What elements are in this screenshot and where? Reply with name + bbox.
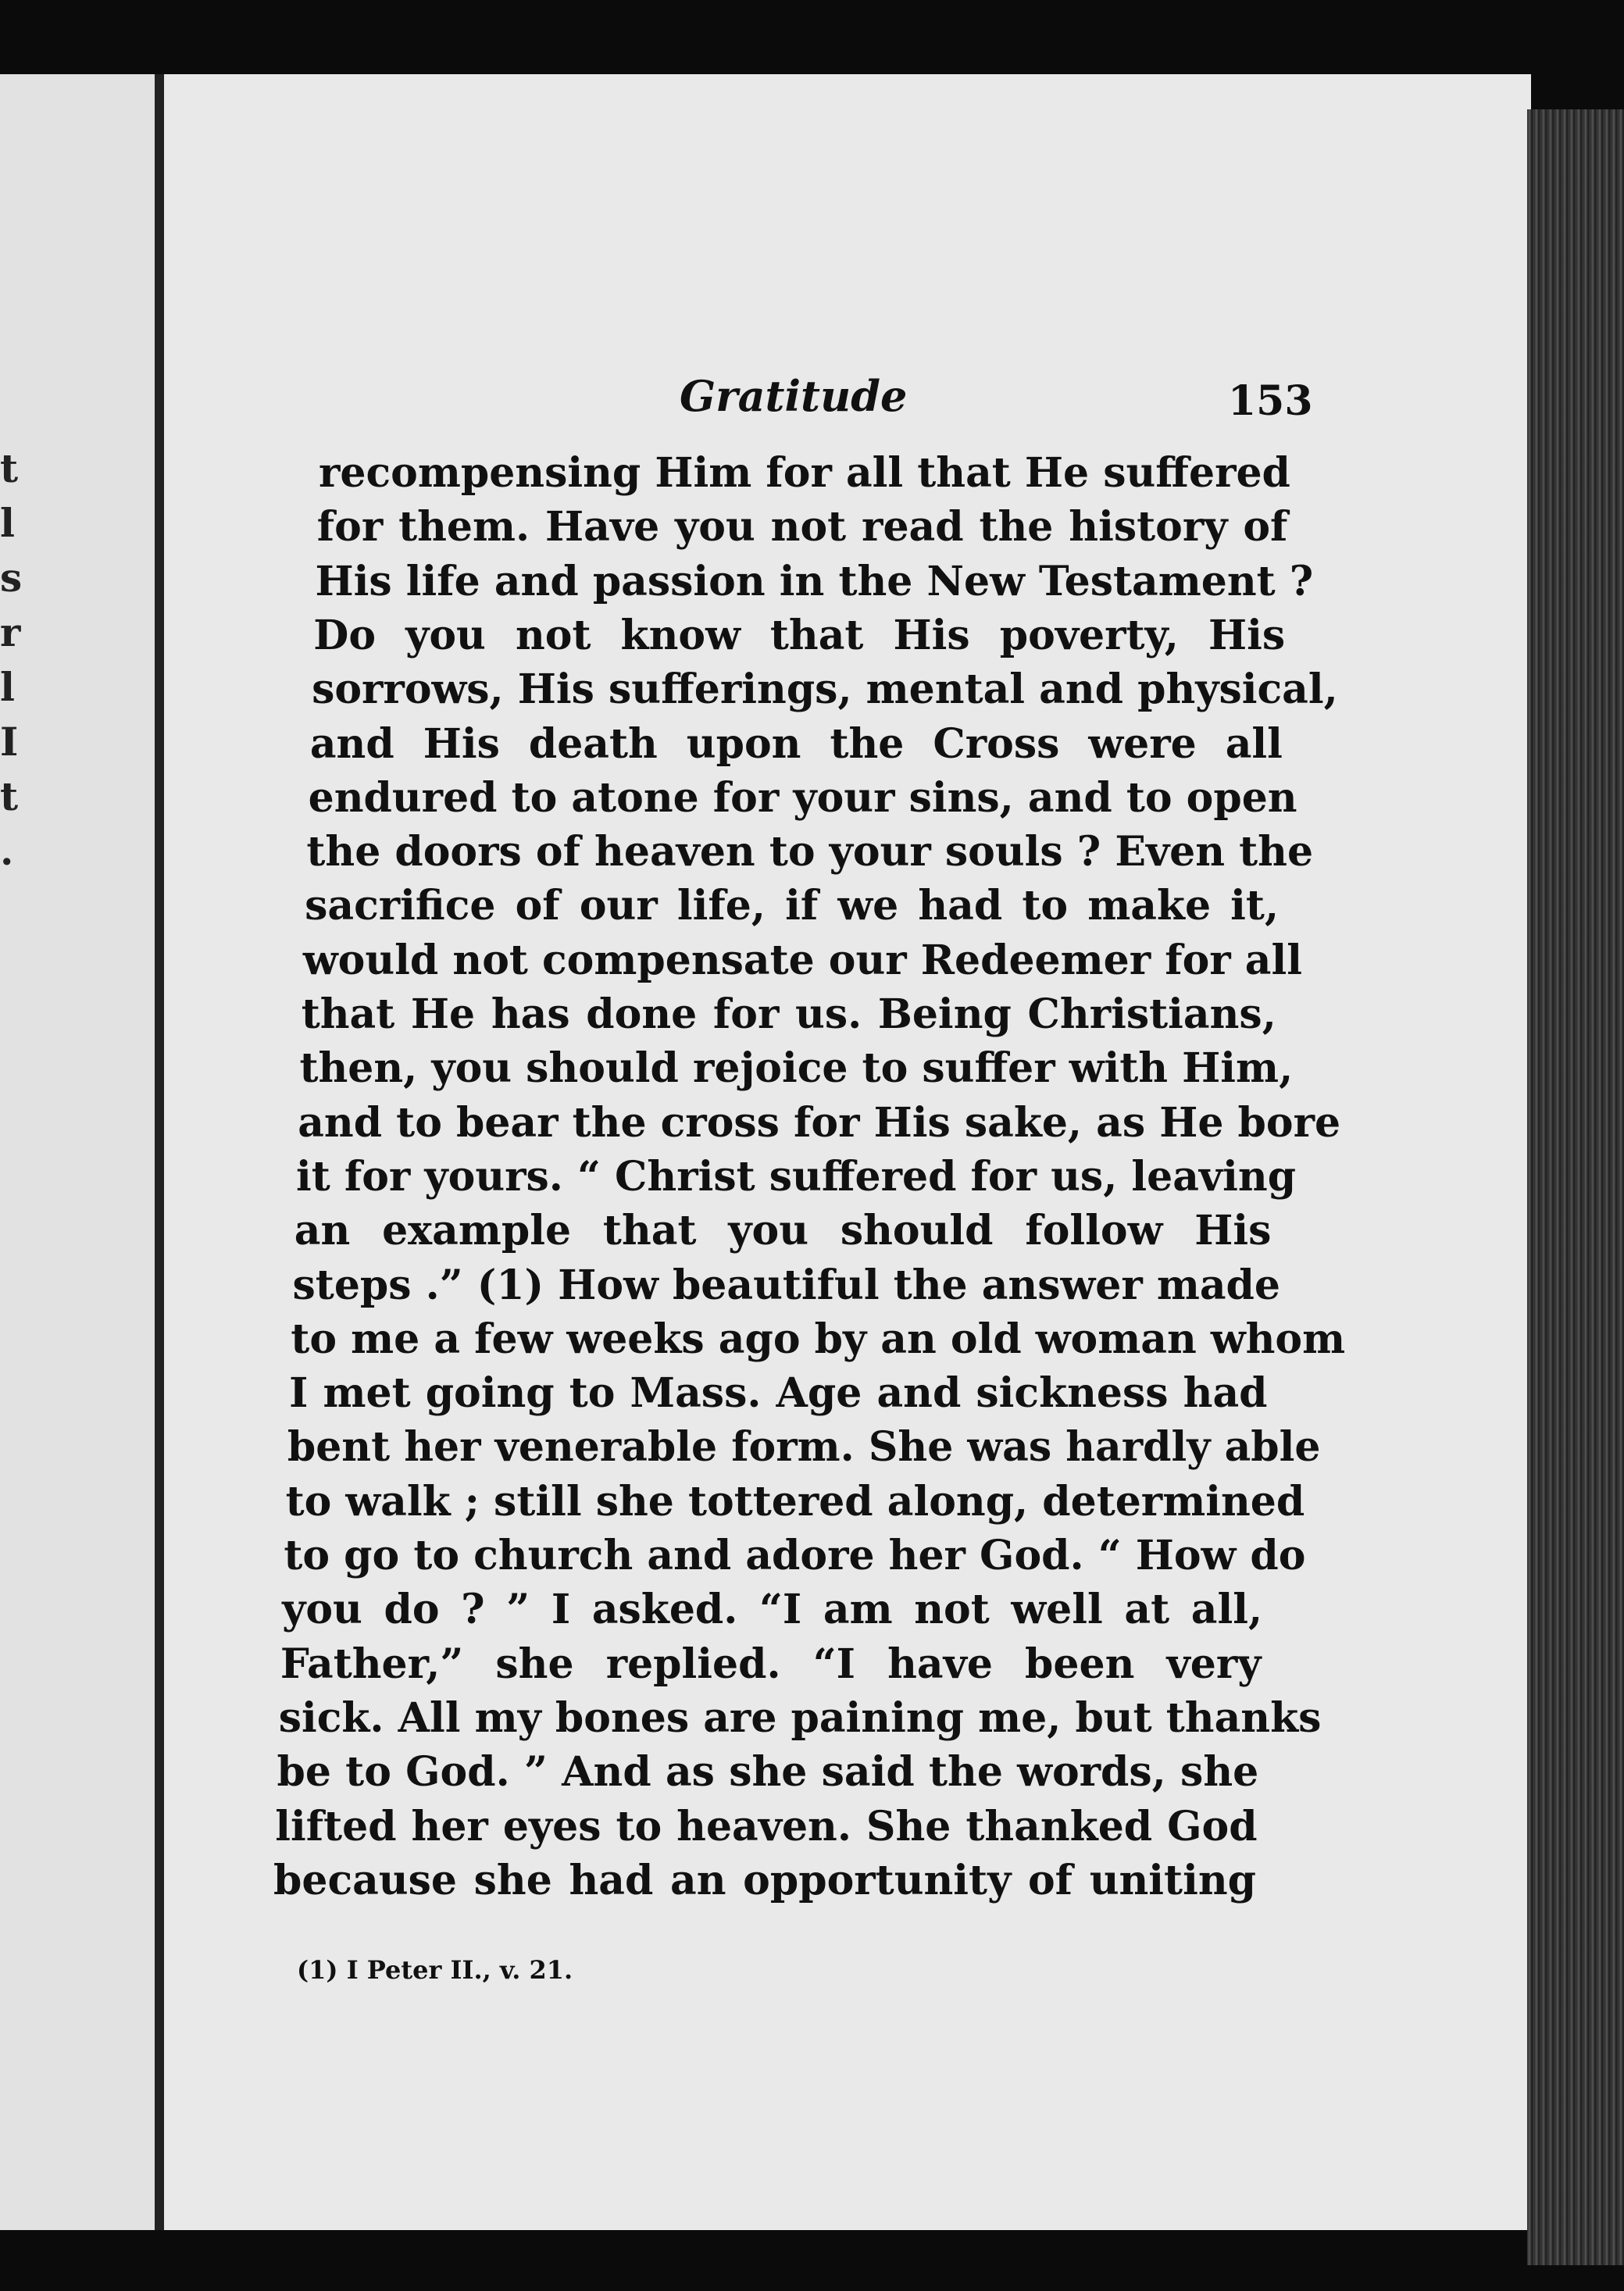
text-line: sick. All my bones are paining me, but thanks <box>278 1693 1322 1742</box>
text-line: and His death upon the Cross were all <box>309 719 1283 768</box>
previous-page-fragment: I <box>0 719 19 765</box>
page-header <box>164 371 1531 434</box>
text-line: Do you not know that His poverty, His <box>313 611 1286 659</box>
text-line: sacrifice of our life, if we had to make it, <box>305 882 1280 930</box>
text-line: for them. Have you not read the history of <box>316 503 1288 551</box>
page-stack-edge <box>1527 109 1624 2265</box>
previous-page-fragment: t <box>0 773 19 819</box>
text-line: be to God. ” And as she said the words, she <box>277 1748 1259 1797</box>
previous-page-fragment: l <box>0 664 15 710</box>
text-line: you do ? ” I asked. “I am not well at all, <box>282 1586 1263 1634</box>
text-line: that He has done for us. Being Christians, <box>301 990 1276 1038</box>
text-line: I met going to Mass. Age and sickness had <box>289 1369 1268 1418</box>
text-line: an example that you should follow His <box>294 1207 1272 1255</box>
previous-page-fragment: l <box>0 500 15 546</box>
text-line: His life and passion in the New Testament ? <box>315 557 1314 605</box>
text-line: it for yours. “ Christ suffered for us, leaving <box>296 1152 1297 1201</box>
footnote: (1) I Peter II., v. 21. <box>297 1955 573 1985</box>
text-line: to walk ; still she tottered along, determined <box>285 1477 1305 1526</box>
text-line: steps .” (1) How beautiful the answer made <box>292 1261 1280 1309</box>
text-line: to go to church and adore her God. “ How do <box>284 1532 1306 1579</box>
text-line: recompensing Him for all that He suffered <box>319 449 1290 497</box>
previous-page-text-fragments <box>0 441 23 879</box>
text-line: sorrows, His sufferings, mental and physical, <box>312 666 1338 714</box>
text-line: would not compensate our Redeemer for all <box>302 936 1302 984</box>
previous-page-fragment: . <box>0 828 14 874</box>
previous-page-sliver <box>0 74 164 2230</box>
previous-page-fragment: t <box>0 445 19 491</box>
text-line: to me a few weeks ago by an old woman whom <box>291 1315 1346 1363</box>
text-line: the doors of heaven to your souls ? Even the <box>306 828 1314 876</box>
text-line: lifted her eyes to heaven. She thanked God <box>275 1802 1258 1850</box>
text-line: then, you should rejoice to suffer with Him, <box>299 1044 1294 1093</box>
text-line: Father,” she replied. “I have been very <box>280 1640 1262 1688</box>
text-line: bent her venerable form. She was hardly able <box>287 1423 1321 1472</box>
text-line: endured to atone for your sins, and to open <box>308 773 1297 822</box>
text-line: and to bear the cross for His sake, as He bore <box>298 1098 1341 1147</box>
page-number: 153 <box>1228 377 1313 425</box>
previous-page-fragment: r <box>0 609 21 655</box>
book-page <box>164 74 1531 2230</box>
previous-page-fragment: s <box>0 555 23 601</box>
running-title: Gratitude <box>680 371 908 421</box>
text-line: because she had an opportunity of uniting <box>273 1856 1256 1904</box>
